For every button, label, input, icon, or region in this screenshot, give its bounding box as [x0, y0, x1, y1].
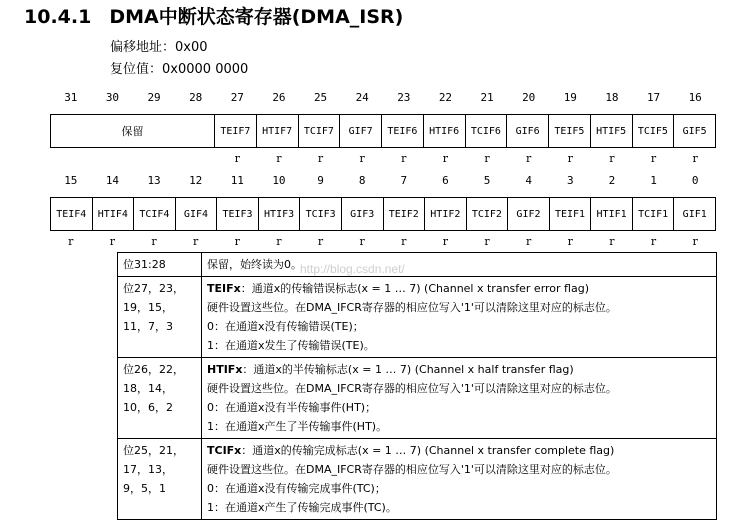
- field-cell: TCIF6: [465, 115, 507, 147]
- bit-number: 10: [272, 174, 286, 187]
- access-mode: r: [692, 152, 698, 165]
- upper-access-row: [50, 152, 716, 166]
- register-upper-row: [50, 114, 716, 148]
- bit-description-cell: [202, 358, 717, 439]
- field-cell: TCIF1: [632, 198, 674, 230]
- bit-position-line: 18，14，: [123, 382, 173, 395]
- description-line: 硬件设置这些位。在DMA_IFCR寄存器的相应位写入'1'可以清除这里对应的标志位。: [207, 382, 617, 395]
- bit-number: 16: [688, 91, 702, 104]
- watermark: http://blog.csdn.net/: [300, 262, 405, 276]
- field-cell: GIF1: [673, 198, 715, 230]
- field-cell: TCIF4: [133, 198, 175, 230]
- description-line: TCIFx：通道x的传输完成标志(x = 1 … 7) (Channel x transfer complete flag): [207, 444, 615, 457]
- field-cell: GIF6: [506, 115, 548, 147]
- bit-number: 6: [442, 174, 449, 187]
- field-cell: HTIF4: [92, 198, 134, 230]
- bit-number: 5: [483, 174, 491, 187]
- bit-position-line: 位31:28: [123, 258, 166, 271]
- field-cell: TEIF4: [56, 208, 87, 220]
- offset-value: 0x00: [175, 40, 208, 55]
- bit-number: 28: [189, 91, 203, 104]
- bit-number: 15: [64, 174, 78, 187]
- access-mode: r: [484, 235, 490, 248]
- description-line: 1：在通道x发生了传输错误(TE)。: [207, 339, 375, 352]
- field-cell: TEIF7: [214, 115, 256, 147]
- table-row: [118, 277, 717, 358]
- reset-value-text: 0x0000 0000: [162, 62, 249, 77]
- access-mode: r: [609, 235, 615, 248]
- bit-description-cell: [202, 277, 717, 358]
- description-line: 0：在通道x没有半传输事件(HT)；: [207, 401, 377, 414]
- bit-number: 4: [525, 174, 532, 187]
- bit-position-cell: [118, 253, 202, 277]
- bit-description-table: [117, 252, 717, 520]
- bit-number: 27: [230, 91, 244, 104]
- bit-number: 7: [400, 174, 408, 187]
- table-row: [118, 439, 717, 520]
- description-line: 1：在通道x产生了半传输事件(HT)。: [207, 420, 388, 433]
- bit-description-cell: [202, 253, 717, 277]
- access-mode: r: [68, 235, 74, 248]
- field-cell: TEIF5: [548, 115, 590, 147]
- field-cell: TCIF3: [299, 198, 341, 230]
- access-mode: r: [234, 235, 240, 248]
- access-mode: r: [650, 235, 657, 248]
- bit-number: 21: [480, 91, 494, 104]
- access-mode: r: [567, 152, 573, 165]
- field-cell: GIF3: [341, 198, 383, 230]
- field-cell: TCIF5: [632, 115, 674, 147]
- bit-position-cell: [118, 439, 202, 520]
- lower-access-row: [50, 235, 716, 249]
- field-cell: TEIF1: [549, 198, 591, 230]
- section-number: 10.4.1: [24, 6, 92, 28]
- description-line: 0：在通道x没有传输完成事件(TC)；: [207, 482, 386, 495]
- bit-number: 11: [230, 174, 244, 187]
- table-row: [118, 358, 717, 439]
- field-cell: HTIF6: [423, 115, 465, 147]
- bit-position-line: 17，13，: [123, 463, 173, 476]
- access-mode: r: [442, 152, 449, 165]
- field-cell: HTIF5: [590, 115, 632, 147]
- access-mode: r: [567, 235, 573, 248]
- bit-number: 9: [317, 174, 324, 187]
- access-blank: [50, 152, 217, 166]
- bit-number: 3: [567, 174, 574, 187]
- access-mode: r: [401, 152, 407, 165]
- description-line: 硬件设置这些位。在DMA_IFCR寄存器的相应位写入'1'可以清除这里对应的标志位。: [207, 301, 617, 314]
- field-cell: TEIF6: [381, 115, 423, 147]
- bit-number: 24: [355, 91, 369, 104]
- bit-position-line: 位27，23，: [123, 282, 184, 295]
- bit-number: 0: [691, 174, 699, 187]
- access-mode: r: [317, 152, 324, 165]
- bit-number: 23: [397, 91, 411, 104]
- reset-label: 复位值：: [110, 62, 163, 77]
- access-mode: r: [234, 152, 240, 165]
- bit-number: 26: [272, 91, 286, 104]
- description-line: HTIFx：通道x的半传输标志(x = 1 … 7) (Channel x half transfer flag): [207, 363, 574, 376]
- access-mode: r: [359, 235, 365, 248]
- offset-label: 偏移地址：: [110, 40, 176, 55]
- register-lower-row: [50, 197, 716, 231]
- field-cell: GIF7: [339, 115, 381, 147]
- field-cell: HTIF2: [424, 198, 466, 230]
- description-line: 1：在通道x产生了传输完成事件(TC)。: [207, 501, 397, 514]
- bit-position-line: 19，15，: [123, 301, 173, 314]
- field-cell: HTIF7: [256, 115, 298, 147]
- field-name: TEIFx: [207, 282, 241, 295]
- bit-number: 8: [358, 174, 366, 187]
- reset-value: [110, 58, 248, 77]
- bit-number: 19: [563, 91, 577, 104]
- field-cell: GIF4: [175, 198, 217, 230]
- bit-position-line: 9，5，1: [123, 482, 166, 495]
- access-mode: r: [151, 235, 157, 248]
- table-row: [118, 253, 717, 277]
- bit-number: 20: [522, 91, 536, 104]
- bit-description-cell: [202, 439, 717, 520]
- access-mode: r: [609, 152, 615, 165]
- access-mode: r: [193, 235, 199, 248]
- access-mode: r: [484, 152, 490, 165]
- access-mode: r: [276, 235, 282, 248]
- bit-position-line: 11，7，3: [123, 320, 173, 333]
- section-heading: [24, 2, 403, 29]
- bit-number: 1: [650, 174, 657, 187]
- field-cell: TCIF7: [298, 115, 340, 147]
- access-mode: r: [442, 235, 449, 248]
- access-mode: r: [692, 235, 698, 248]
- bit-number: 25: [313, 91, 328, 104]
- field-cell: GIF5: [673, 115, 715, 147]
- bit-number: 31: [64, 91, 78, 104]
- field-cell: TEIF2: [383, 198, 425, 230]
- reserved-field: 保留: [121, 125, 144, 138]
- access-mode: r: [359, 152, 365, 165]
- bit-position-line: 位25，21，: [123, 444, 184, 457]
- access-mode: r: [526, 235, 532, 248]
- bit-number: 2: [608, 174, 616, 187]
- offset-address: [110, 36, 208, 55]
- access-mode: r: [526, 152, 532, 165]
- field-cell: HTIF1: [590, 198, 632, 230]
- description-line: TEIFx：通道x的传输错误标志(x = 1 … 7) (Channel x transfer error flag): [207, 282, 589, 295]
- field-cell: GIF2: [507, 198, 549, 230]
- section-title: DMA中断状态寄存器(DMA_ISR): [109, 6, 404, 28]
- field-cell: TCIF2: [466, 198, 508, 230]
- field-cell: TEIF3: [216, 198, 258, 230]
- bit-number: 30: [105, 91, 120, 104]
- bit-position-line: 10，6，2: [123, 401, 173, 414]
- access-mode: r: [109, 235, 116, 248]
- field-name: HTIFx: [207, 363, 243, 376]
- field-name: TCIFx: [207, 444, 242, 457]
- access-mode: r: [401, 235, 407, 248]
- bit-number: 29: [147, 91, 161, 104]
- description-line: 保留，始终读为0。: [207, 258, 302, 271]
- bit-number: 22: [438, 91, 453, 104]
- bit-number: 18: [605, 91, 619, 104]
- bit-number: 13: [147, 174, 161, 187]
- field-cell: HTIF3: [258, 198, 300, 230]
- access-mode: r: [650, 152, 657, 165]
- bit-number: 17: [646, 91, 661, 104]
- access-mode: r: [317, 235, 324, 248]
- lower-bit-numbers: [50, 174, 716, 190]
- description-line: 0：在通道x没有传输错误(TE)；: [207, 320, 364, 333]
- bit-number: 12: [189, 174, 203, 187]
- access-mode: r: [276, 152, 282, 165]
- upper-bit-numbers: [50, 91, 716, 107]
- bit-number: 14: [105, 174, 120, 187]
- description-line: 硬件设置这些位。在DMA_IFCR寄存器的相应位写入'1'可以清除这里对应的标志位。: [207, 463, 617, 476]
- bit-position-line: 位26，22，: [123, 363, 184, 376]
- bit-position-cell: [118, 277, 202, 358]
- bit-position-cell: [118, 358, 202, 439]
